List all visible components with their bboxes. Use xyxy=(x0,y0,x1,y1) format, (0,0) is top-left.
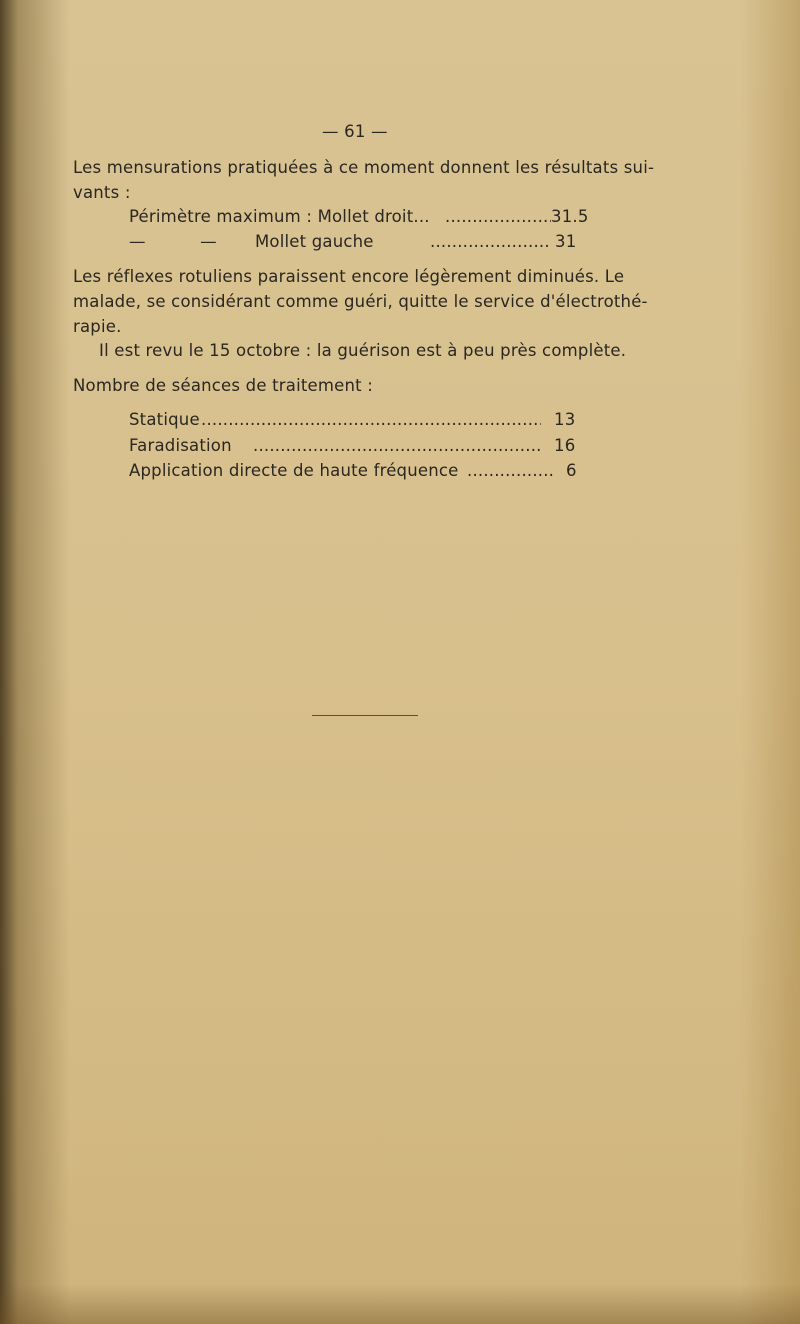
dot-leader xyxy=(201,410,541,429)
measurement-label: — — Mollet gauche xyxy=(129,232,374,251)
session-label: Faradisation xyxy=(129,436,232,455)
paragraph-1-line-3: rapie. xyxy=(73,317,122,336)
measurement-label: Périmètre maximum : Mollet droit... xyxy=(129,207,430,226)
session-value: 16 xyxy=(554,436,576,455)
dot-leader xyxy=(445,207,551,226)
measurement-row xyxy=(129,232,587,254)
session-value: 13 xyxy=(554,410,576,429)
session-value: 6 xyxy=(566,461,577,480)
intro-line-2: vants : xyxy=(73,183,131,202)
section-divider xyxy=(312,715,418,716)
session-row xyxy=(129,410,587,432)
paragraph-1-line-2: malade, se considérant comme guéri, quitte le service d'électrothé- xyxy=(73,292,648,311)
paragraph-2: Il est revu le 15 octobre : la guérison est à peu près complète. xyxy=(99,341,627,360)
dot-leader xyxy=(467,461,553,480)
page-number: — 61 — xyxy=(322,122,388,141)
session-row xyxy=(129,436,587,458)
sessions-heading: Nombre de séances de traitement : xyxy=(73,376,374,395)
dot-leader xyxy=(430,232,550,251)
paragraph-1-line-1: Les réflexes rotuliens paraissent encore légèrement diminués. Le xyxy=(73,267,625,286)
session-row xyxy=(129,461,587,483)
measurement-row xyxy=(129,207,587,229)
session-label: Application directe de haute fréquence xyxy=(129,461,459,480)
dot-leader xyxy=(253,436,541,455)
measurement-value: 31 xyxy=(555,232,577,251)
measurement-value: 31.5 xyxy=(551,207,589,226)
session-label: Statique xyxy=(129,410,200,429)
intro-line-1: Les mensurations pratiquées à ce moment donnent les résultats sui- xyxy=(73,158,655,177)
